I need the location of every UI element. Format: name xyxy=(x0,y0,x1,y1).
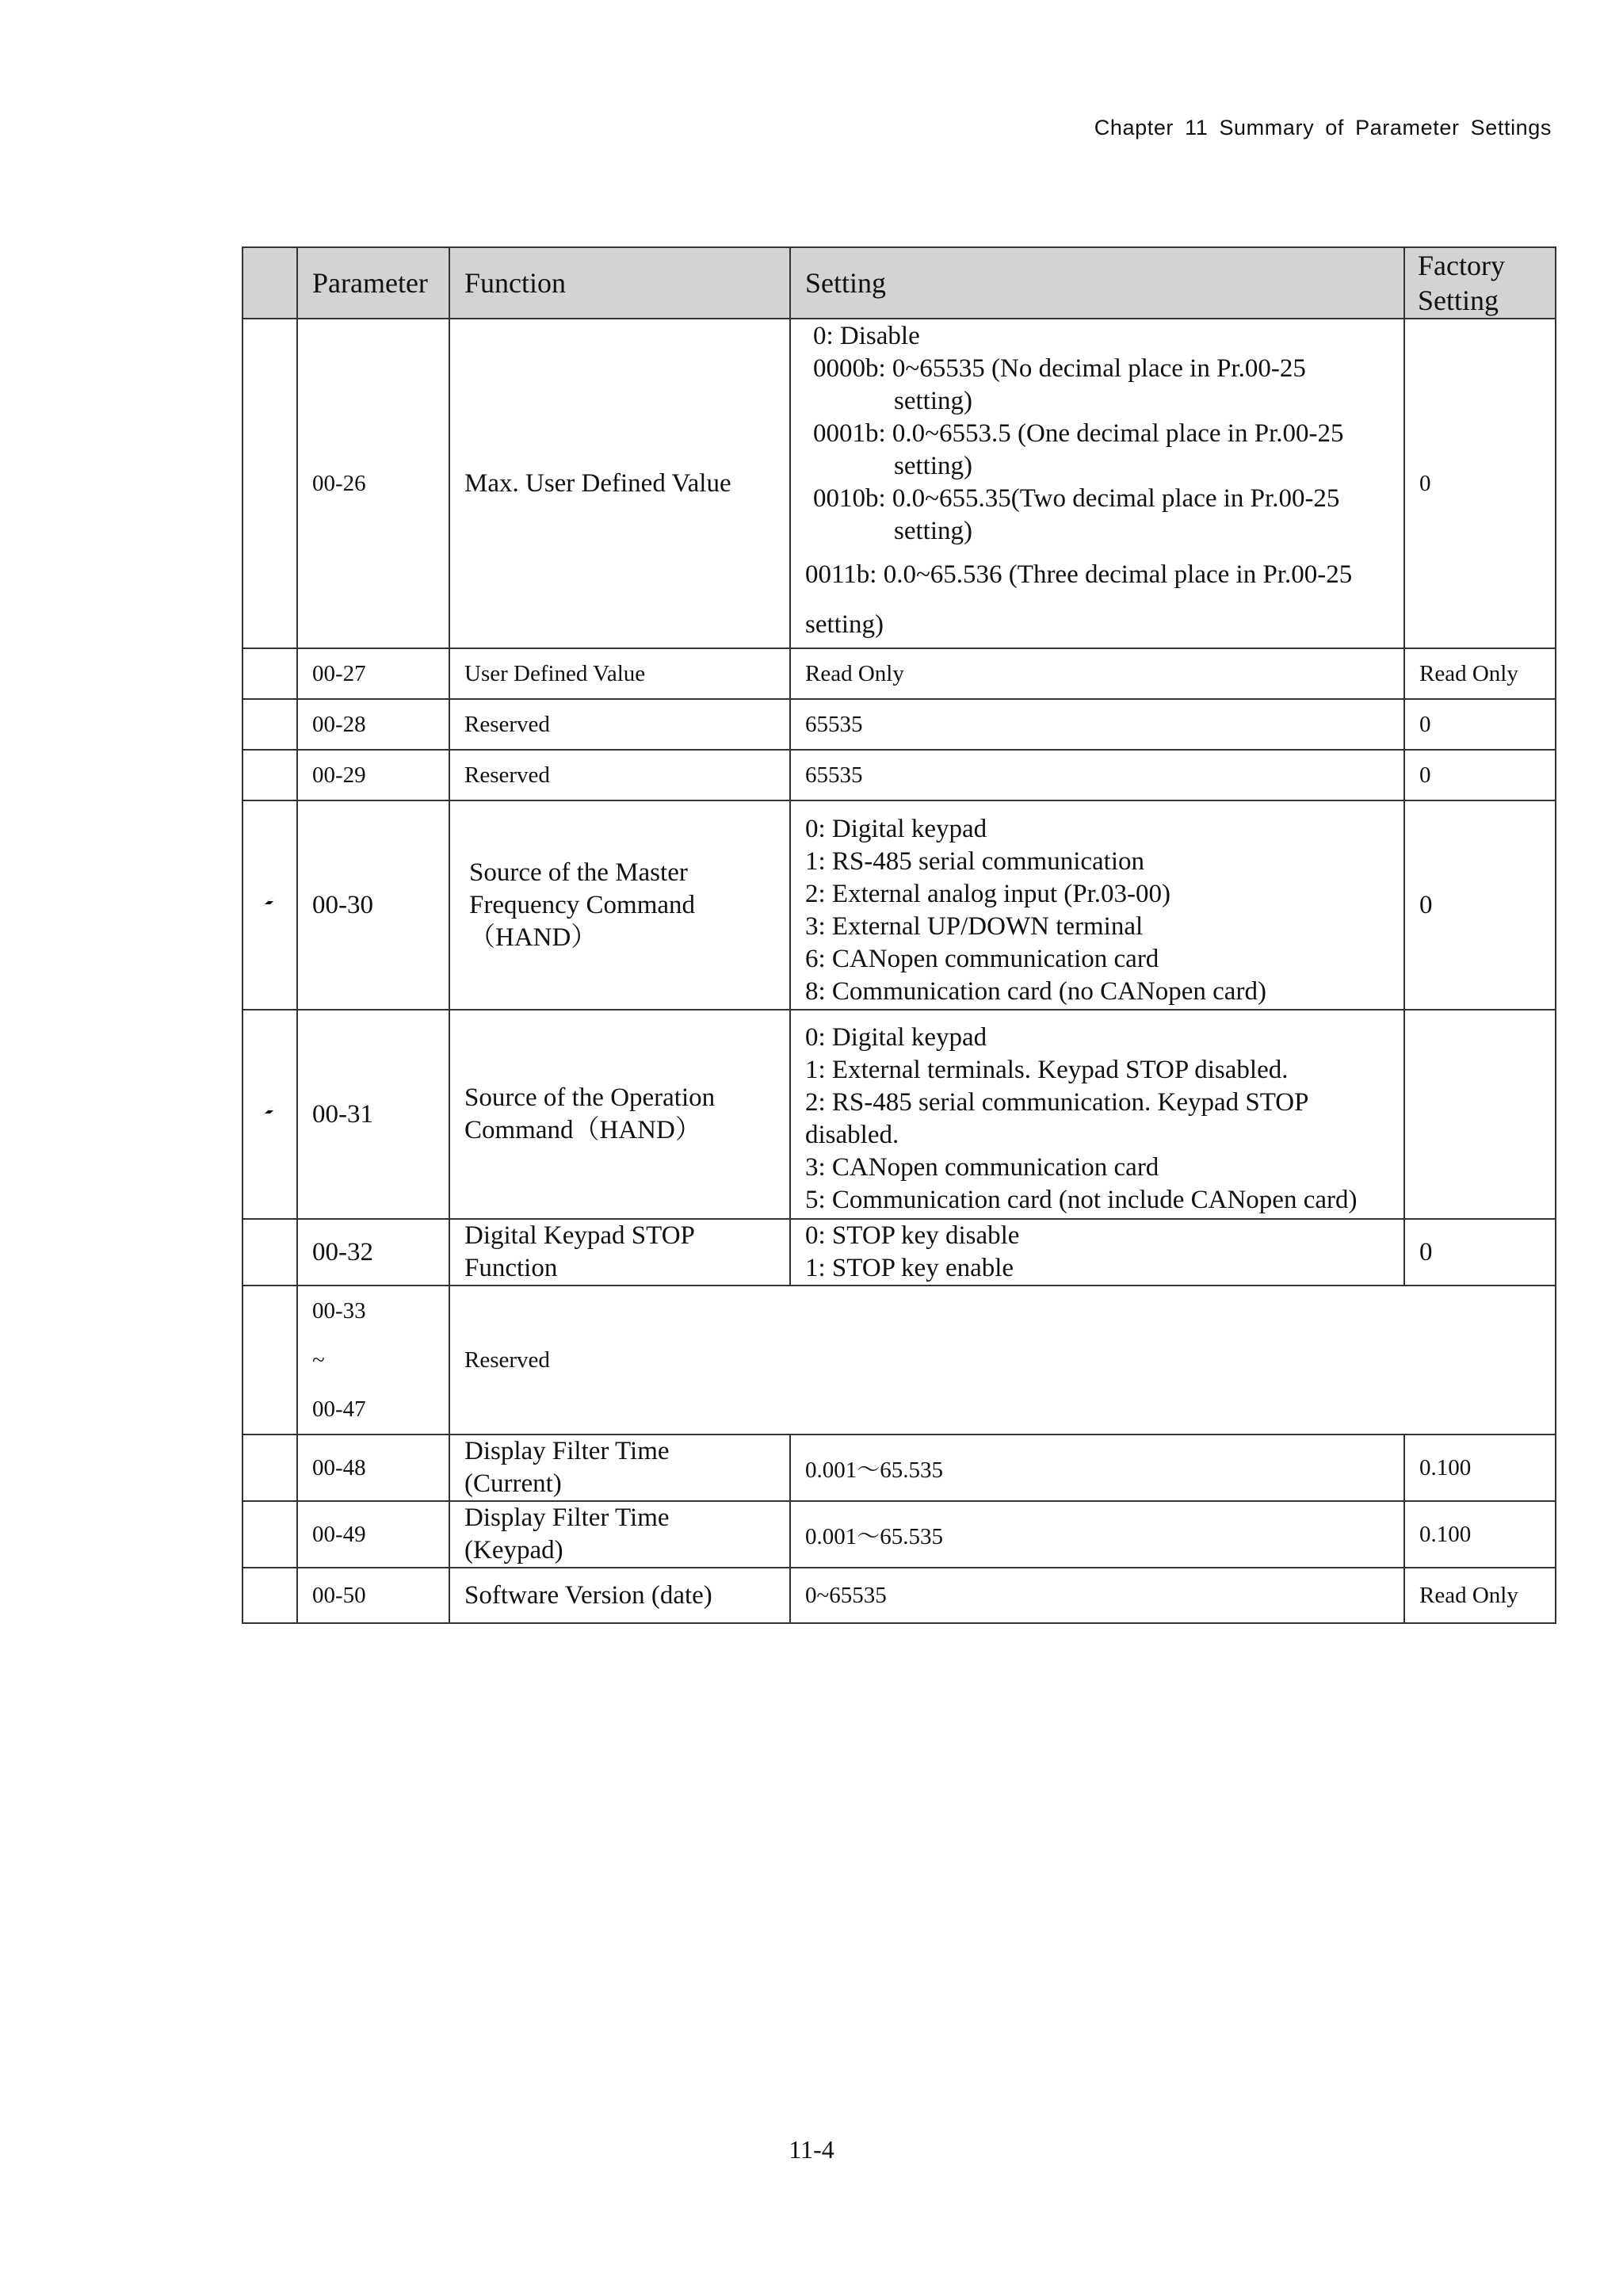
parameter-code: 00-33 ~ 00-47 xyxy=(297,1286,449,1435)
parameter-code: 00-31 xyxy=(297,1010,449,1219)
table-row xyxy=(242,1219,1556,1286)
setting-values: 65535 xyxy=(790,750,1404,800)
function-name: Reserved xyxy=(449,1286,1556,1435)
setting-values: Read Only xyxy=(790,648,1404,699)
setting-column-header: Setting xyxy=(790,247,1404,319)
setting-values: 0.001～65.535 xyxy=(790,1501,1404,1568)
function-name: Max. User Defined Value xyxy=(449,319,790,648)
function-name: Display Filter Time (Keypad) xyxy=(449,1501,790,1568)
setting-values: 0: Digital keypad 1: RS-485 serial communication 2: External analog input (Pr.03-00) 3: External UP/DOWN terminal 6: CANopen communication card 8: Communication card (no CANopen card) xyxy=(790,800,1404,1010)
factory-value: 0.100 xyxy=(1404,1501,1556,1568)
function-name: Source of the Operation Command（HAND） xyxy=(449,1010,790,1219)
parameter-code: 00-30 xyxy=(297,800,449,1010)
lightning-icon xyxy=(258,1102,280,1124)
table-row xyxy=(242,1010,1556,1219)
table-header-row xyxy=(242,247,1556,319)
factory-value: Read Only xyxy=(1404,1568,1556,1623)
factory-value: Read Only xyxy=(1404,648,1556,699)
factory-value: 0.100 xyxy=(1404,1435,1556,1501)
parameter-code: 00-50 xyxy=(297,1568,449,1623)
parameter-code: 00-26 xyxy=(297,319,449,648)
table-row xyxy=(242,1501,1556,1568)
function-name: Reserved xyxy=(449,750,790,800)
setting-values: 0: Disable 0000b: 0~65535 (No decimal place in Pr.00-25 setting) 0001b: 0.0~6553.5 (One decimal place in Pr.00-25 setting) 0010b: 0.0~655.35(Two decimal place in Pr.00-25 setting) 0011b: 0.0~65.536 (Three decimal place in Pr.00-25 setting) xyxy=(790,319,1404,648)
factory-value: 0 xyxy=(1404,750,1556,800)
setting-values: 65535 xyxy=(790,699,1404,750)
lightning-icon xyxy=(258,892,280,915)
setting-values: 0: STOP key disable 1: STOP key enable xyxy=(790,1219,1404,1286)
function-name: Reserved xyxy=(449,699,790,750)
setting-values: 0~65535 xyxy=(790,1568,1404,1623)
function-name: User Defined Value xyxy=(449,648,790,699)
factory-value xyxy=(1404,1010,1556,1219)
function-name: Software Version (date) xyxy=(449,1568,790,1623)
function-column-header: Function xyxy=(449,247,790,319)
factory-setting-column-header: Factory Setting xyxy=(1404,247,1556,319)
function-name: Digital Keypad STOP Function xyxy=(449,1219,790,1286)
factory-value: 0 xyxy=(1404,1219,1556,1286)
parameter-code: 00-49 xyxy=(297,1501,449,1568)
parameter-column-header: Parameter xyxy=(297,247,449,319)
parameter-code: 00-28 xyxy=(297,699,449,750)
table-row xyxy=(242,1568,1556,1623)
parameter-table xyxy=(242,246,1556,1624)
page-number: 11-4 xyxy=(789,2135,834,2164)
factory-value: 0 xyxy=(1404,699,1556,750)
setting-values: 0.001～65.535 xyxy=(790,1435,1404,1501)
parameter-code: 00-48 xyxy=(297,1435,449,1501)
function-name: Source of the Master Frequency Command （HAND） xyxy=(449,800,790,1010)
factory-value: 0 xyxy=(1404,800,1556,1010)
marker-column-header xyxy=(242,247,297,319)
table-row xyxy=(242,800,1556,1010)
table-row xyxy=(242,750,1556,800)
function-name: Display Filter Time (Current) xyxy=(449,1435,790,1501)
factory-value: 0 xyxy=(1404,319,1556,648)
chapter-header: Chapter 11 Summary of Parameter Settings xyxy=(1094,116,1552,139)
table-row xyxy=(242,319,1556,648)
table-row xyxy=(242,1286,1556,1435)
table-row xyxy=(242,648,1556,699)
parameter-code: 00-29 xyxy=(297,750,449,800)
table-row xyxy=(242,699,1556,750)
table-row xyxy=(242,1435,1556,1501)
parameter-code: 00-32 xyxy=(297,1219,449,1286)
setting-values: 0: Digital keypad 1: External terminals. Keypad STOP disabled. 2: RS-485 serial communication. Keypad STOP disabled. 3: CANopen communication card 5: Communication card (not include CANopen card) xyxy=(790,1010,1404,1219)
parameter-code: 00-27 xyxy=(297,648,449,699)
